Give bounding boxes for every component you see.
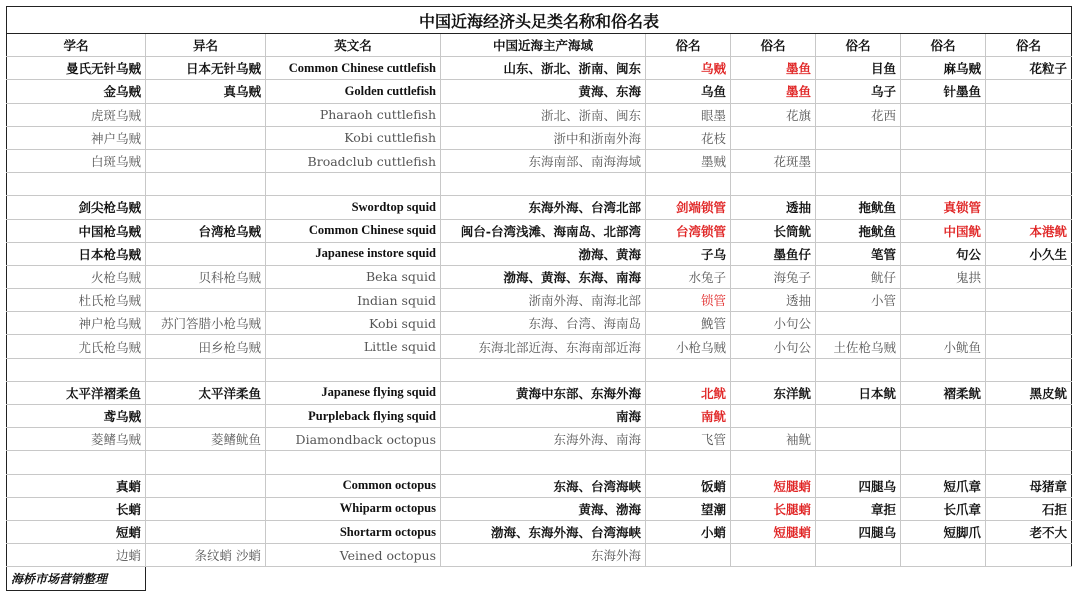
table-cell[interactable]: 小鱿鱼 (901, 335, 986, 358)
table-cell[interactable]: Golden cuttlefish (266, 80, 441, 103)
table-row (7, 196, 1072, 219)
table-cell[interactable]: 菱鳍乌贼 (7, 428, 146, 451)
table-cell[interactable]: 南鱿 (646, 405, 731, 428)
cephalopod-names-table (6, 6, 1072, 591)
table-cell[interactable]: 短腿蛸 (731, 474, 816, 497)
table-cell[interactable]: 贝科枪乌贼 (146, 265, 266, 288)
table-cell[interactable]: 短爪章 (901, 474, 986, 497)
table-cell[interactable]: Whiparm octopus (266, 497, 441, 520)
table-cell[interactable]: 金乌贼 (7, 80, 146, 103)
table-cell[interactable] (986, 196, 1072, 219)
table-cell[interactable]: 鬼拱 (901, 265, 986, 288)
table-cell[interactable]: 东海外海 (441, 544, 646, 567)
table-cell[interactable] (901, 103, 986, 126)
table-cell[interactable]: 土佐枪乌贼 (816, 335, 901, 358)
table-cell[interactable] (266, 451, 441, 474)
table-cell[interactable] (986, 428, 1072, 451)
table-cell[interactable] (901, 544, 986, 567)
table-cell[interactable] (646, 451, 731, 474)
table-cell[interactable]: Beka squid (266, 265, 441, 288)
table-cell[interactable] (816, 126, 901, 149)
table-cell[interactable] (7, 358, 146, 381)
footer-credit: 海桥市场营销整理 (7, 567, 146, 590)
table-cell[interactable]: 菱鳍鱿鱼 (146, 428, 266, 451)
table-cell[interactable]: 真蛸 (7, 474, 146, 497)
table-cell[interactable]: 东海外海、南海 (441, 428, 646, 451)
table-row (7, 544, 1072, 567)
table-cell[interactable]: Kobi squid (266, 312, 441, 335)
table-cell[interactable]: 鱿仔 (816, 265, 901, 288)
table-cell[interactable]: 乌子 (816, 80, 901, 103)
table-cell[interactable]: Pharaoh cuttlefish (266, 103, 441, 126)
table-cell[interactable] (146, 173, 266, 196)
table-cell[interactable] (901, 451, 986, 474)
table-cell[interactable]: 小句公 (731, 312, 816, 335)
table-row (7, 126, 1072, 149)
table-cell[interactable]: 北鱿 (646, 381, 731, 404)
table-cell[interactable] (146, 126, 266, 149)
table-cell[interactable]: 袖鱿 (731, 428, 816, 451)
table-cell[interactable] (731, 451, 816, 474)
table-cell[interactable] (986, 358, 1072, 381)
table-cell[interactable]: 长筒鱿 (731, 219, 816, 242)
table-cell[interactable]: 短脚爪 (901, 520, 986, 543)
table-row (7, 335, 1072, 358)
table-cell[interactable] (266, 358, 441, 381)
table-cell[interactable]: 目鱼 (816, 57, 901, 80)
table-cell[interactable]: 笔管 (816, 242, 901, 265)
footer-row (7, 567, 1072, 590)
table-cell[interactable]: 苏门答腊小枪乌贼 (146, 312, 266, 335)
table-cell[interactable] (146, 520, 266, 543)
table-row (7, 80, 1072, 103)
table-row (7, 265, 1072, 288)
table-cell[interactable]: Shortarm octopus (266, 520, 441, 543)
table-cell[interactable]: 东海北部近海、东海南部近海 (441, 335, 646, 358)
table-cell[interactable]: 本港鱿 (986, 219, 1072, 242)
table-cell[interactable]: Japanese instore squid (266, 242, 441, 265)
table-cell[interactable]: 边蛸 (7, 544, 146, 567)
table-cell[interactable]: 小句公 (731, 335, 816, 358)
table-cell[interactable] (816, 405, 901, 428)
table-cell[interactable]: 条纹蛸 沙蛸 (146, 544, 266, 567)
table-cell[interactable]: 透抽 (731, 289, 816, 312)
table-cell[interactable] (146, 149, 266, 172)
table-cell[interactable] (901, 149, 986, 172)
table-cell[interactable]: 曼氏无针乌贼 (7, 57, 146, 80)
table-row (7, 474, 1072, 497)
table-cell[interactable]: 墨鱼 (731, 57, 816, 80)
table-cell[interactable]: 中国枪乌贼 (7, 219, 146, 242)
table-cell[interactable] (901, 173, 986, 196)
table-cell[interactable]: 针墨鱼 (901, 80, 986, 103)
table-cell[interactable]: 真乌贼 (146, 80, 266, 103)
empty-cell (441, 567, 646, 590)
table-cell[interactable]: 浙南外海、南海北部 (441, 289, 646, 312)
table-cell[interactable]: 母猪章 (986, 474, 1072, 497)
table-cell[interactable]: Indian squid (266, 289, 441, 312)
table-cell[interactable]: Broadclub cuttlefish (266, 149, 441, 172)
table-cell[interactable]: 杜氏枪乌贼 (7, 289, 146, 312)
table-cell[interactable]: 子乌 (646, 242, 731, 265)
table-cell[interactable] (986, 312, 1072, 335)
table-cell[interactable]: Swordtop squid (266, 196, 441, 219)
table-row (7, 381, 1072, 404)
table-row (7, 219, 1072, 242)
table-cell[interactable]: 渤海、东海外海、台湾海峡 (441, 520, 646, 543)
table-cell[interactable]: Kobi cuttlefish (266, 126, 441, 149)
column-header[interactable]: 俗名 (646, 34, 731, 57)
column-header[interactable]: 学名 (7, 34, 146, 57)
table-cell[interactable]: 花粒子 (986, 57, 1072, 80)
table-row (7, 149, 1072, 172)
table-cell[interactable] (816, 544, 901, 567)
table-cell[interactable]: Common Chinese squid (266, 219, 441, 242)
table-cell[interactable] (441, 358, 646, 381)
empty-cell (901, 567, 986, 590)
table-cell[interactable]: 花旗 (731, 103, 816, 126)
table-cell[interactable]: 章拒 (816, 497, 901, 520)
table-cell[interactable] (986, 265, 1072, 288)
table-cell[interactable] (901, 312, 986, 335)
column-header[interactable]: 中国近海主产海域 (441, 34, 646, 57)
table-cell[interactable] (986, 173, 1072, 196)
table-cell[interactable] (731, 126, 816, 149)
table-cell[interactable] (146, 196, 266, 219)
table-cell[interactable] (731, 358, 816, 381)
table-cell[interactable]: 眼墨 (646, 103, 731, 126)
table-cell[interactable] (146, 451, 266, 474)
table-cell[interactable]: 山东、浙北、浙南、闽东 (441, 57, 646, 80)
table-cell[interactable]: Diamondback octopus (266, 428, 441, 451)
header-row (7, 34, 1072, 57)
table-row (7, 520, 1072, 543)
empty-cell (731, 567, 816, 590)
table-cell[interactable]: 东海、台湾海峡 (441, 474, 646, 497)
table-cell[interactable] (901, 405, 986, 428)
table-cell[interactable]: 日本枪乌贼 (7, 242, 146, 265)
table-cell[interactable]: 黄海、东海 (441, 80, 646, 103)
table-cell[interactable]: 太平洋柔鱼 (146, 381, 266, 404)
column-header[interactable]: 俗名 (816, 34, 901, 57)
table-cell[interactable]: 长腿蛸 (731, 497, 816, 520)
table-cell[interactable]: 台湾锁管 (646, 219, 731, 242)
table-cell[interactable]: 剑尖枪乌贼 (7, 196, 146, 219)
table-cell[interactable] (146, 405, 266, 428)
table-cell[interactable]: Purpleback flying squid (266, 405, 441, 428)
table-cell[interactable] (646, 544, 731, 567)
table-cell[interactable] (731, 405, 816, 428)
table-cell[interactable] (901, 358, 986, 381)
table-row (7, 312, 1072, 335)
column-header[interactable]: 俗名 (901, 34, 986, 57)
table-cell[interactable]: 白斑乌贼 (7, 149, 146, 172)
table-cell[interactable]: 小枪乌贼 (646, 335, 731, 358)
table-cell[interactable]: 拖鱿鱼 (816, 196, 901, 219)
table-cell[interactable]: 望潮 (646, 497, 731, 520)
table-cell[interactable]: Veined octopus (266, 544, 441, 567)
table-cell[interactable]: 锁管 (646, 289, 731, 312)
table-cell[interactable]: 浙北、浙南、闽东 (441, 103, 646, 126)
table-cell[interactable]: 短腿蛸 (731, 520, 816, 543)
table-cell[interactable]: 东海、台湾、海南岛 (441, 312, 646, 335)
table-cell[interactable] (441, 451, 646, 474)
table-cell[interactable]: 日本鱿 (816, 381, 901, 404)
table-cell[interactable]: 黑皮鱿 (986, 381, 1072, 404)
table-cell[interactable] (146, 358, 266, 381)
table-cell[interactable] (7, 451, 146, 474)
table-cell[interactable]: 黄海中东部、东海外海 (441, 381, 646, 404)
empty-cell (816, 567, 901, 590)
table-cell[interactable]: 饭蛸 (646, 474, 731, 497)
table-cell[interactable] (816, 312, 901, 335)
table-cell[interactable]: 闽台-台湾浅滩、海南岛、北部湾 (441, 219, 646, 242)
table-cell[interactable] (901, 289, 986, 312)
table-cell[interactable]: 句公 (901, 242, 986, 265)
table-cell[interactable]: 乌鱼 (646, 80, 731, 103)
table-cell[interactable]: 南海 (441, 405, 646, 428)
table-cell[interactable]: 东洋鱿 (731, 381, 816, 404)
table-cell[interactable] (646, 358, 731, 381)
table-cell[interactable]: 中国鱿 (901, 219, 986, 242)
table-cell[interactable]: 海兔子 (731, 265, 816, 288)
table-cell[interactable]: 虎斑乌贼 (7, 103, 146, 126)
column-header[interactable]: 英文名 (266, 34, 441, 57)
table-cell[interactable]: 花斑墨 (731, 149, 816, 172)
table-cell[interactable] (816, 149, 901, 172)
table-cell[interactable]: 渤海、黄海、东海、南海 (441, 265, 646, 288)
empty-cell (266, 567, 441, 590)
table-row (7, 497, 1072, 520)
table-cell[interactable]: 石拒 (986, 497, 1072, 520)
table-cell[interactable]: 田乡枪乌贼 (146, 335, 266, 358)
table-cell[interactable] (146, 242, 266, 265)
table-cell[interactable]: 透抽 (731, 196, 816, 219)
table-row (7, 57, 1072, 80)
table-cell[interactable] (986, 451, 1072, 474)
column-header[interactable]: 俗名 (731, 34, 816, 57)
table-cell[interactable]: 四腿乌 (816, 474, 901, 497)
table-cell[interactable]: Japanese flying squid (266, 381, 441, 404)
table-cell[interactable] (816, 428, 901, 451)
table-cell[interactable]: 日本无针乌贼 (146, 57, 266, 80)
table-row (7, 405, 1072, 428)
table-cell[interactable]: 老不大 (986, 520, 1072, 543)
table-cell[interactable]: 鮸管 (646, 312, 731, 335)
table-cell[interactable] (901, 126, 986, 149)
table-cell[interactable] (986, 80, 1072, 103)
table-cell[interactable]: 褶柔鱿 (901, 381, 986, 404)
table-cell[interactable]: 墨鱼 (731, 80, 816, 103)
table-cell[interactable]: 四腿乌 (816, 520, 901, 543)
table-title: 中国近海经济头足类名称和俗名表 (7, 7, 1072, 34)
table-cell[interactable]: 长蛸 (7, 497, 146, 520)
table-cell[interactable]: 乌贼 (646, 57, 731, 80)
table-cell[interactable]: 小久生 (986, 242, 1072, 265)
table-cell[interactable]: 剑端锁管 (646, 196, 731, 219)
table-cell[interactable] (731, 173, 816, 196)
column-header[interactable]: 异名 (146, 34, 266, 57)
table-cell[interactable]: 尤氏枪乌贼 (7, 335, 146, 358)
table-cell[interactable] (146, 103, 266, 126)
table-cell[interactable]: Common octopus (266, 474, 441, 497)
table-cell[interactable]: 火枪乌贼 (7, 265, 146, 288)
column-header[interactable]: 俗名 (986, 34, 1072, 57)
table-cell[interactable] (7, 173, 146, 196)
table-cell[interactable]: 小管 (816, 289, 901, 312)
table-row (7, 428, 1072, 451)
table-cell[interactable] (986, 149, 1072, 172)
table-cell[interactable] (986, 103, 1072, 126)
table-cell[interactable]: 短蛸 (7, 520, 146, 543)
table-cell[interactable]: 东海南部、南海海域 (441, 149, 646, 172)
table-cell[interactable] (646, 173, 731, 196)
table-cell[interactable]: 墨鱼仔 (731, 242, 816, 265)
table-cell[interactable]: 台湾枪乌贼 (146, 219, 266, 242)
table-cell[interactable]: 花枝 (646, 126, 731, 149)
table-cell[interactable] (146, 289, 266, 312)
table-row (7, 358, 1072, 381)
table-row (7, 173, 1072, 196)
table-cell[interactable]: 长爪章 (901, 497, 986, 520)
table-cell[interactable]: 真锁管 (901, 196, 986, 219)
table-cell[interactable] (986, 126, 1072, 149)
table-cell[interactable] (731, 544, 816, 567)
table-cell[interactable]: 东海外海、台湾北部 (441, 196, 646, 219)
table-cell[interactable]: 水兔子 (646, 265, 731, 288)
table-cell[interactable] (266, 173, 441, 196)
table-cell[interactable] (901, 428, 986, 451)
table-cell[interactable] (441, 173, 646, 196)
table-cell[interactable]: 神户枪乌贼 (7, 312, 146, 335)
table-row (7, 289, 1072, 312)
table-cell[interactable]: 太平洋褶柔鱼 (7, 381, 146, 404)
table-row (7, 103, 1072, 126)
table-cell[interactable]: 拖鱿鱼 (816, 219, 901, 242)
table-cell[interactable] (816, 173, 901, 196)
table-cell[interactable]: Little squid (266, 335, 441, 358)
table-cell[interactable]: 飞管 (646, 428, 731, 451)
table-cell[interactable] (986, 544, 1072, 567)
table-cell[interactable] (146, 497, 266, 520)
table-cell[interactable] (816, 451, 901, 474)
table-cell[interactable] (986, 405, 1072, 428)
table-row (7, 451, 1072, 474)
table-row (7, 242, 1072, 265)
table-cell[interactable]: 渤海、黄海 (441, 242, 646, 265)
table-cell[interactable]: 浙中和浙南外海 (441, 126, 646, 149)
table-cell[interactable]: Common Chinese cuttlefish (266, 57, 441, 80)
table-cell[interactable]: 花西 (816, 103, 901, 126)
empty-cell (146, 567, 266, 590)
table-cell[interactable]: 墨贼 (646, 149, 731, 172)
table-cell[interactable] (986, 289, 1072, 312)
table-cell[interactable]: 鸢乌贼 (7, 405, 146, 428)
table-cell[interactable] (816, 358, 901, 381)
empty-cell (646, 567, 731, 590)
table-cell[interactable]: 黄海、渤海 (441, 497, 646, 520)
table-cell[interactable]: 神户乌贼 (7, 126, 146, 149)
table-cell[interactable]: 麻乌贼 (901, 57, 986, 80)
table-cell[interactable]: 小蛸 (646, 520, 731, 543)
table-cell[interactable] (986, 335, 1072, 358)
empty-cell (986, 567, 1072, 590)
table-cell[interactable] (146, 474, 266, 497)
